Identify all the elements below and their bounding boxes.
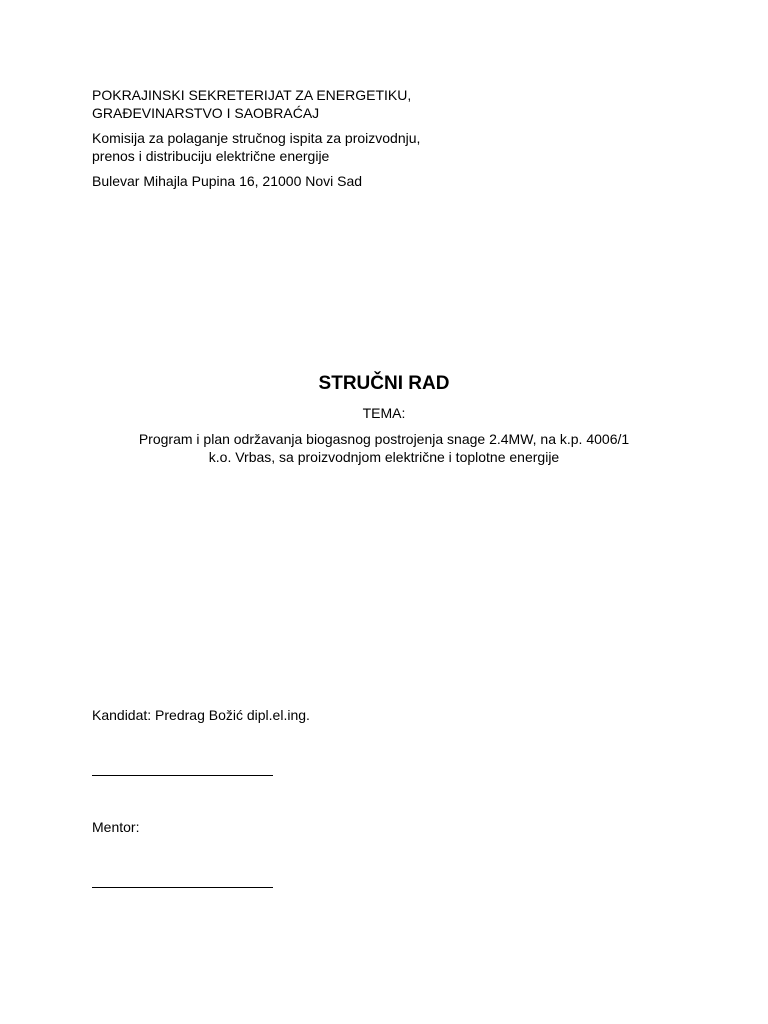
document-subtitle: TEMA: xyxy=(362,405,406,421)
organization-address: Bulevar Mihajla Pupina 16, 21000 Novi Sad xyxy=(92,173,363,189)
organization-name-line-1: POKRAJINSKI SEKRETERIJAT ZA ENERGETIKU, xyxy=(92,87,412,103)
mentor-label: Mentor: xyxy=(92,819,140,835)
mentor-signature-line xyxy=(92,887,273,888)
topic-line-1: Program i plan održavanja biogasnog postrojenja snage 2.4MW, na k.p. 4006/1 xyxy=(138,431,630,447)
document-header xyxy=(92,86,692,190)
document-title: STRUČNI RAD xyxy=(318,373,450,394)
topic-line-2: k.o. Vrbas, sa proizvodnjom električne i toplotne energije xyxy=(208,449,560,465)
commission-name-line-1: Komisija za polaganje stručnog ispita za proizvodnju, xyxy=(92,130,421,146)
title-block xyxy=(0,372,768,466)
commission-name-line-2: prenos i distribuciju električne energije xyxy=(92,148,330,164)
candidate-signature-line xyxy=(92,775,273,776)
candidate-label: Kandidat: Predrag Božić dipl.el.ing. xyxy=(92,707,310,723)
organization-name-line-2: GRAĐEVINARSTVO I SAOBRAĆAJ xyxy=(92,105,320,121)
document-topic xyxy=(0,430,768,466)
